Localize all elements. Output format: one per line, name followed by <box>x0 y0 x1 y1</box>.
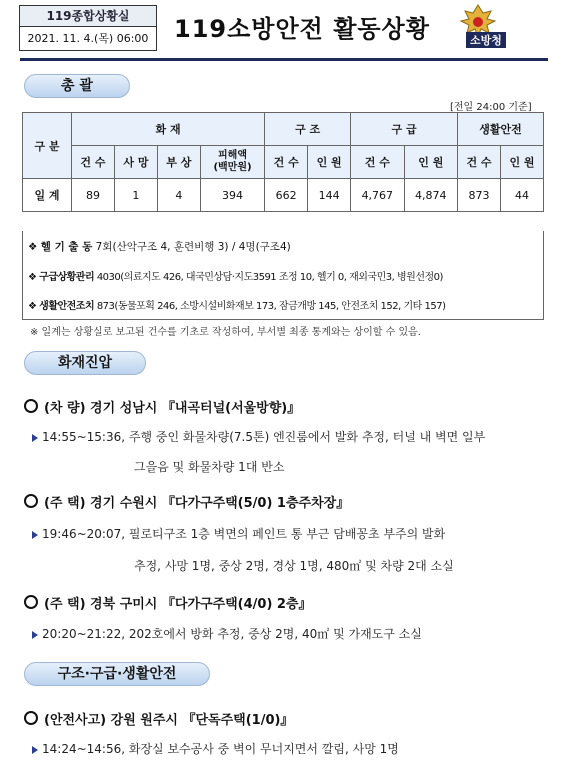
cell-rescue-persons: 144 <box>308 179 351 212</box>
col-header: 건 수 <box>72 146 115 179</box>
report-header-box <box>19 5 157 51</box>
cell-ems-persons: 4,874 <box>404 179 457 212</box>
section-label-summary: 총 괄 <box>24 74 130 98</box>
incident-detail <box>32 625 422 642</box>
incident-detail-text: 20:20~21:22, 202호에서 방화 추정, 중상 2명, 40㎡ 및 가재도구 소실 <box>42 627 422 641</box>
col-header: 건 수 <box>265 146 308 179</box>
incident-detail <box>32 525 445 542</box>
cell-fire-deaths: 1 <box>114 179 157 212</box>
incident-title-text: (안전사고) 강원 원주시 『단독주택(1/0)』 <box>44 713 294 728</box>
col-header: 피해액 (백만원) <box>200 146 264 179</box>
triangle-bullet-icon <box>32 631 38 639</box>
incident-title-text: (주 택) 경북 구미시 『다가구주택(4/0) 2층』 <box>44 597 312 612</box>
circle-bullet-icon <box>24 711 38 725</box>
page-title: 119소방안전 활동상황 <box>174 15 430 43</box>
diamond-bullet-icon: ❖ <box>28 241 38 253</box>
cell-safety-persons: 44 <box>500 179 543 212</box>
incident-detail-cont: 추정, 사망 1명, 중상 2명, 경상 1명, 480㎡ 및 차량 2대 소실 <box>134 559 454 573</box>
report-datetime: 2021. 11. 4.(목) 06:00 <box>27 32 149 45</box>
circle-bullet-icon <box>24 494 38 508</box>
info-text: 4030(의료지도 426, 대국민상담·지도3591 조정 10, 헬기 0, 재외국민3, 병원선정0) <box>96 272 443 283</box>
incident-title-text: (주 택) 경기 수원시 『다가구주택(5/0) 1층주차장』 <box>44 496 350 511</box>
diamond-bullet-icon: ❖ <box>28 272 37 283</box>
logo-label: 소방청 <box>466 32 506 48</box>
incident-title <box>24 397 300 416</box>
summary-stats-table <box>22 112 544 212</box>
diamond-bullet-icon: ❖ <box>28 301 37 312</box>
incident-detail-text: 14:55~15:36, 주행 중인 화물차량(7.5톤) 엔진룸에서 발화 추정, 터널 내 벽면 일부 <box>42 430 486 444</box>
incident-title <box>24 593 312 612</box>
incident-title <box>24 492 349 511</box>
org-label: 119종합상황실 <box>20 6 156 27</box>
info-line-ems <box>28 268 443 283</box>
col-header: 사 망 <box>114 146 157 179</box>
info-text: 7회(산악구조 4, 훈련비행 3) / 4명(구조4) <box>95 241 291 253</box>
row-label: 일 계 <box>23 179 72 212</box>
info-label: 생활안전조치 <box>39 301 95 312</box>
cell-rescue-count: 662 <box>265 179 308 212</box>
info-text: 873(동물포획 246, 소방시설비화재보 173, 잠금개방 145, 안전조치 152, 기타 157) <box>96 301 446 312</box>
col-header: 부 상 <box>157 146 200 179</box>
col-header: 인 원 <box>500 146 543 179</box>
group-header-fire: 화 재 <box>72 113 265 146</box>
circle-bullet-icon <box>24 595 38 609</box>
cell-ems-count: 4,767 <box>351 179 404 212</box>
col-header: 인 원 <box>308 146 351 179</box>
info-label: 헬 기 출 동 <box>40 241 93 253</box>
cell-safety-count: 873 <box>458 179 501 212</box>
table-row <box>23 179 544 212</box>
triangle-bullet-icon <box>32 531 38 539</box>
col-header: 인 원 <box>404 146 457 179</box>
incident-detail <box>32 740 399 757</box>
section-label-rescue: 구조·구급·생활안전 <box>24 662 210 686</box>
incident-title <box>24 709 293 728</box>
triangle-bullet-icon <box>32 434 38 442</box>
info-line-safety <box>28 297 445 312</box>
row-header-cell: 구 분 <box>23 113 72 179</box>
col-header: 건 수 <box>458 146 501 179</box>
col-header: 건 수 <box>351 146 404 179</box>
group-header-rescue: 구 조 <box>265 113 351 146</box>
incident-detail-cont: 그을음 및 화물차량 1대 반소 <box>134 460 285 474</box>
cell-fire-count: 89 <box>72 179 115 212</box>
group-header-ems: 구 급 <box>351 113 458 146</box>
info-label: 구급상황관리 <box>39 272 95 283</box>
triangle-bullet-icon <box>32 746 38 754</box>
incident-detail-text: 14:24~14:56, 화장실 보수공사 중 벽이 무너지면서 깔림, 사망 1명 <box>42 742 399 756</box>
header-divider <box>20 58 548 61</box>
group-header-safety: 생활안전 <box>458 113 544 146</box>
incident-detail <box>32 428 485 445</box>
section-label-fire: 화재진압 <box>24 351 146 375</box>
cell-fire-injuries: 4 <box>157 179 200 212</box>
footnote: ※ 일계는 상황실로 보고된 건수를 기초로 작성하여, 부서별 최종 통계와는 상이할 수 있음. <box>30 327 421 338</box>
incident-detail-text: 19:46~20:07, 필로티구조 1층 벽면의 페인트 통 부근 담배꽁초 부주의 발화 <box>42 527 446 541</box>
circle-bullet-icon <box>24 399 38 413</box>
cell-fire-damage: 394 <box>200 179 264 212</box>
basis-note: [전일 24:00 기준] <box>450 102 532 113</box>
incident-title-text: (차 량) 경기 성남시 『내곡터널(서울방향)』 <box>44 401 301 416</box>
info-line-helicopter <box>28 239 291 254</box>
